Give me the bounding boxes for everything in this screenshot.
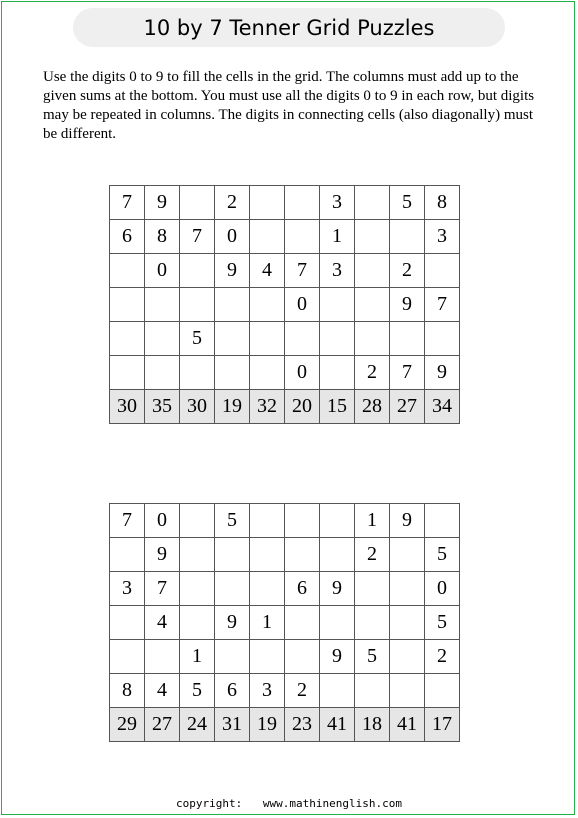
grid-cell[interactable] <box>215 288 250 322</box>
column-sum: 30 <box>110 390 145 424</box>
grid-cell[interactable]: 6 <box>215 674 250 708</box>
grid-cell[interactable]: 4 <box>145 674 180 708</box>
grid-cell[interactable]: 2 <box>215 186 250 220</box>
grid-cell[interactable] <box>320 606 355 640</box>
column-sum: 19 <box>250 708 285 742</box>
grid-cell[interactable]: 3 <box>425 220 460 254</box>
column-sum: 19 <box>215 390 250 424</box>
grid-cell[interactable] <box>180 538 215 572</box>
grid-cell[interactable]: 9 <box>390 504 425 538</box>
grid-cell[interactable] <box>110 538 145 572</box>
column-sum: 31 <box>215 708 250 742</box>
grid-cell[interactable] <box>285 640 320 674</box>
grid-row <box>110 220 460 254</box>
grid-cell[interactable]: 8 <box>110 674 145 708</box>
grid-row <box>110 674 460 708</box>
grid-cell[interactable]: 7 <box>425 288 460 322</box>
grid-cell[interactable]: 9 <box>215 606 250 640</box>
grid-cell[interactable] <box>425 322 460 356</box>
grid-cell[interactable] <box>110 640 145 674</box>
grid-cell[interactable]: 7 <box>110 186 145 220</box>
grid-cell[interactable] <box>180 356 215 390</box>
grid-cell[interactable]: 5 <box>215 504 250 538</box>
grid-cell[interactable]: 4 <box>145 606 180 640</box>
grid-cell[interactable] <box>355 288 390 322</box>
grid-cell[interactable] <box>180 504 215 538</box>
column-sum: 27 <box>145 708 180 742</box>
grid-cell[interactable]: 2 <box>390 254 425 288</box>
grid-cell[interactable] <box>320 504 355 538</box>
grid-cell[interactable] <box>355 322 390 356</box>
grid-cell[interactable]: 8 <box>425 186 460 220</box>
grid-cell[interactable] <box>180 572 215 606</box>
grid-cell[interactable]: 9 <box>145 538 180 572</box>
grid-cell[interactable]: 7 <box>390 356 425 390</box>
column-sum: 32 <box>250 390 285 424</box>
website-link[interactable]: www.mathinenglish.com <box>262 797 402 810</box>
grid-cell[interactable]: 9 <box>320 572 355 606</box>
grid-cell[interactable]: 6 <box>110 220 145 254</box>
tenner-grid-2 <box>109 503 460 742</box>
grid-cell[interactable] <box>285 606 320 640</box>
column-sum: 27 <box>390 390 425 424</box>
grid-cell[interactable]: 7 <box>145 572 180 606</box>
grid-cell[interactable] <box>355 254 390 288</box>
grid-cell[interactable] <box>145 356 180 390</box>
grid-cell[interactable]: 0 <box>425 572 460 606</box>
grid-cell[interactable]: 3 <box>320 254 355 288</box>
grid-cell[interactable] <box>390 572 425 606</box>
grid-cell[interactable]: 5 <box>355 640 390 674</box>
grid-cell[interactable] <box>425 504 460 538</box>
grid-cell[interactable]: 3 <box>250 674 285 708</box>
grid-cell[interactable] <box>320 356 355 390</box>
copyright-label: copyright: <box>176 797 243 810</box>
sum-row <box>110 708 460 742</box>
column-sum: 20 <box>285 390 320 424</box>
grid-cell[interactable] <box>250 356 285 390</box>
grid-cell[interactable]: 0 <box>285 288 320 322</box>
grid-cell[interactable] <box>285 322 320 356</box>
grid-cell[interactable] <box>215 572 250 606</box>
grid-cell[interactable]: 7 <box>180 220 215 254</box>
grid-cell[interactable] <box>285 186 320 220</box>
grid-cell[interactable]: 4 <box>250 254 285 288</box>
grid-cell[interactable] <box>285 220 320 254</box>
grid-cell[interactable] <box>110 254 145 288</box>
grid-cell[interactable] <box>250 288 285 322</box>
sum-row <box>110 390 460 424</box>
grid-cell[interactable]: 7 <box>110 504 145 538</box>
grid-cell[interactable]: 5 <box>425 606 460 640</box>
grid-cell[interactable]: 7 <box>285 254 320 288</box>
grid-cell[interactable]: 2 <box>425 640 460 674</box>
grid-cell[interactable] <box>320 538 355 572</box>
grid-cell[interactable] <box>425 254 460 288</box>
column-sum: 17 <box>425 708 460 742</box>
grid-cell[interactable] <box>250 322 285 356</box>
grid-cell[interactable] <box>425 674 460 708</box>
grid-cell[interactable]: 9 <box>390 288 425 322</box>
grid-cell[interactable] <box>215 322 250 356</box>
grid-cell[interactable] <box>110 322 145 356</box>
grid-cell[interactable]: 0 <box>285 356 320 390</box>
grid-row <box>110 356 460 390</box>
grid-cell[interactable] <box>285 538 320 572</box>
grid-cell[interactable] <box>110 288 145 322</box>
grid-cell[interactable] <box>145 640 180 674</box>
page-title <box>73 8 505 47</box>
grid-cell[interactable] <box>250 572 285 606</box>
grid-cell[interactable] <box>110 356 145 390</box>
grid-cell[interactable]: 9 <box>145 186 180 220</box>
grid-cell[interactable] <box>320 288 355 322</box>
grid-cell[interactable]: 1 <box>250 606 285 640</box>
grid-cell[interactable] <box>285 504 320 538</box>
grid-cell[interactable] <box>390 322 425 356</box>
instructions-text: Use the digits 0 to 9 to fill the cells in the grid. The columns must add up to the given sums at the bottom. You must use all the digits 0 to 9 in each row, but digits may be repeated in columns. The digits in connecting cells (also diagonally) must be different. <box>43 69 535 142</box>
grid-cell[interactable]: 0 <box>145 254 180 288</box>
grid-cell[interactable] <box>180 606 215 640</box>
grid-cell[interactable]: 9 <box>425 356 460 390</box>
grid-cell[interactable] <box>320 674 355 708</box>
column-sum: 18 <box>355 708 390 742</box>
grid-row <box>110 572 460 606</box>
grid-cell[interactable] <box>250 186 285 220</box>
grid-cell[interactable] <box>250 538 285 572</box>
grid-row <box>110 538 460 572</box>
grid-cell[interactable] <box>355 572 390 606</box>
grid-cell[interactable]: 3 <box>110 572 145 606</box>
grid-row <box>110 504 460 538</box>
column-sum: 24 <box>180 708 215 742</box>
grid-cell[interactable] <box>355 674 390 708</box>
grid-cell[interactable] <box>390 674 425 708</box>
grid-cell[interactable]: 6 <box>285 572 320 606</box>
grid-cell[interactable] <box>110 606 145 640</box>
grid-cell[interactable] <box>250 640 285 674</box>
column-sum: 29 <box>110 708 145 742</box>
grid-cell[interactable] <box>180 288 215 322</box>
grid-cell[interactable] <box>180 254 215 288</box>
grid-cell[interactable]: 5 <box>390 186 425 220</box>
grid-cell[interactable] <box>355 220 390 254</box>
grid-row <box>110 288 460 322</box>
grid-cell[interactable]: 5 <box>180 322 215 356</box>
grid-cell[interactable]: 2 <box>355 538 390 572</box>
grid-cell[interactable] <box>390 220 425 254</box>
column-sum: 34 <box>425 390 460 424</box>
grid-cell[interactable] <box>390 538 425 572</box>
grid-cell[interactable] <box>250 220 285 254</box>
grid-cell[interactable] <box>250 504 285 538</box>
column-sum: 23 <box>285 708 320 742</box>
tenner-grid-1 <box>109 185 460 424</box>
grid-row <box>110 186 460 220</box>
grid-row <box>110 606 460 640</box>
column-sum: 30 <box>180 390 215 424</box>
grid-cell[interactable] <box>180 186 215 220</box>
column-sum: 28 <box>355 390 390 424</box>
column-sum: 35 <box>145 390 180 424</box>
grid-cell[interactable]: 5 <box>425 538 460 572</box>
grid-cell[interactable]: 1 <box>355 504 390 538</box>
page-title-text: 10 by 7 Tenner Grid Puzzles <box>143 15 435 40</box>
grid-cell[interactable]: 8 <box>145 220 180 254</box>
grid-cell[interactable] <box>320 322 355 356</box>
grid-cell[interactable]: 1 <box>180 640 215 674</box>
grid-row <box>110 322 460 356</box>
copyright-footer <box>0 797 578 810</box>
grid-cell[interactable] <box>390 606 425 640</box>
grid-cell[interactable] <box>215 538 250 572</box>
column-sum: 41 <box>320 708 355 742</box>
grid-row <box>110 254 460 288</box>
grid-cell[interactable]: 2 <box>355 356 390 390</box>
grid-cell[interactable] <box>355 606 390 640</box>
grid-cell[interactable]: 0 <box>145 504 180 538</box>
grid-cell[interactable] <box>215 640 250 674</box>
grid-cell[interactable]: 9 <box>215 254 250 288</box>
grid-cell[interactable] <box>215 356 250 390</box>
grid-cell[interactable]: 5 <box>180 674 215 708</box>
grid-cell[interactable]: 1 <box>320 220 355 254</box>
column-sum: 41 <box>390 708 425 742</box>
grid-cell[interactable]: 3 <box>320 186 355 220</box>
grid-cell[interactable]: 9 <box>320 640 355 674</box>
grid-cell[interactable] <box>145 288 180 322</box>
grid-row <box>110 640 460 674</box>
grid-cell[interactable]: 2 <box>285 674 320 708</box>
grid-cell[interactable] <box>145 322 180 356</box>
grid-cell[interactable]: 0 <box>215 220 250 254</box>
column-sum: 15 <box>320 390 355 424</box>
grid-cell[interactable] <box>355 186 390 220</box>
grid-cell[interactable] <box>390 640 425 674</box>
